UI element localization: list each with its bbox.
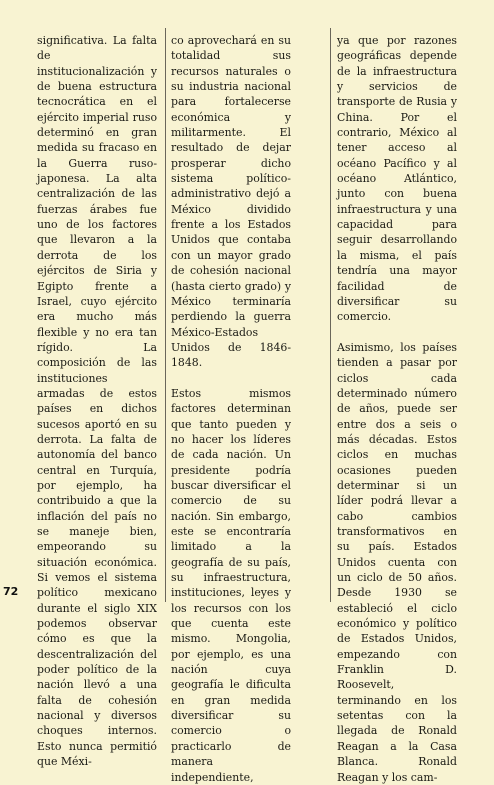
paragraph: Asimismo, los países tienden a pasar por ciclos cada determinado número de años, puede ser entre dos a seis o más décadas. Estos ciclos en muchas ocasiones pueden determinar si un líder podrá llevar a cabo cambios transformativos en su país. Estados Unidos cuenta con un ciclo de 50 años. Desde 1930 se estableció el ciclo económico y político de Estados Unidos, empezando con Franklin D. Roosevelt, terminando en los setentas con la llegada de Ronald Reagan a la Casa Blanca. Ronald Reagan y los cam-	[337, 340, 457, 784]
paragraph: Estos mismos factores determinan que tanto pueden y no hacer los líderes de cada nación. Un presidente podría buscar diversificar el comercio de su nación. Sin embargo, este se encontraría limitado a la geografía de su país, su infraestructura, instituciones, leyes y los recursos con los que cuenta este mismo. Mongolia, por ejemplo, es una nación cuya geografía le dificulta en gran medida diversificar su comercio o practicarlo de manera independiente,	[171, 386, 291, 784]
text-column-1	[37, 33, 157, 770]
page-number: 72	[3, 585, 19, 598]
text-column-2	[171, 33, 291, 785]
paragraph: ya que por razones geográficas depende de la infraestructura y servicios de transporte de Rusia y China. Por el contrario, México al tener acceso al océano Pacífico y al océano Atlántico, junto con buena infraestructura y una capacidad para seguir desarrollando la misma, el país tendría una mayor facilidad de diversificar su comercio.	[337, 34, 457, 324]
column-divider	[330, 28, 331, 602]
text-column-3	[337, 33, 457, 785]
column-divider	[165, 28, 166, 602]
paragraph: significativa. La falta de institucionalización y de buena estructura tecnocrática en el ejército imperial ruso determinó en gran medida su fracaso en la Guerra ruso-japonesa. La alta centralización de las fuerzas árabes fue uno de los factores que llevaron a la derrota de los ejércitos de Siria y Egipto frente a Israel, cuyo ejército era mucho más flexible y no era tan rígido. La composición de las instituciones armadas de estos países en dichos sucesos aportó en su derrota. La falta de autonomía del banco central en Turquía, por ejemplo, ha contribuido a que la inflación del país no se maneje bien, empeorando su situación económica. Si vemos el sistema político mexicano durante el siglo XIX podemos observar cómo es que la descentralización del poder político de la nación llevó a una falta de cohesión nacional y diversos choques internos. Esto nunca permitió que Méxi-	[37, 34, 157, 769]
paragraph: co aprovechará en su totalidad sus recursos naturales o su industria nacional para fortalecerse económica y militarmente. El resultado de dejar prosperar dicho sistema político-administrativo dejó a México dividido frente a los Estados Unidos que contaba con un mayor grado de cohesión nacional (hasta cierto grado) y México terminaría perdiendo la guerra México-Estados Unidos de 1846-1848.	[171, 34, 291, 370]
